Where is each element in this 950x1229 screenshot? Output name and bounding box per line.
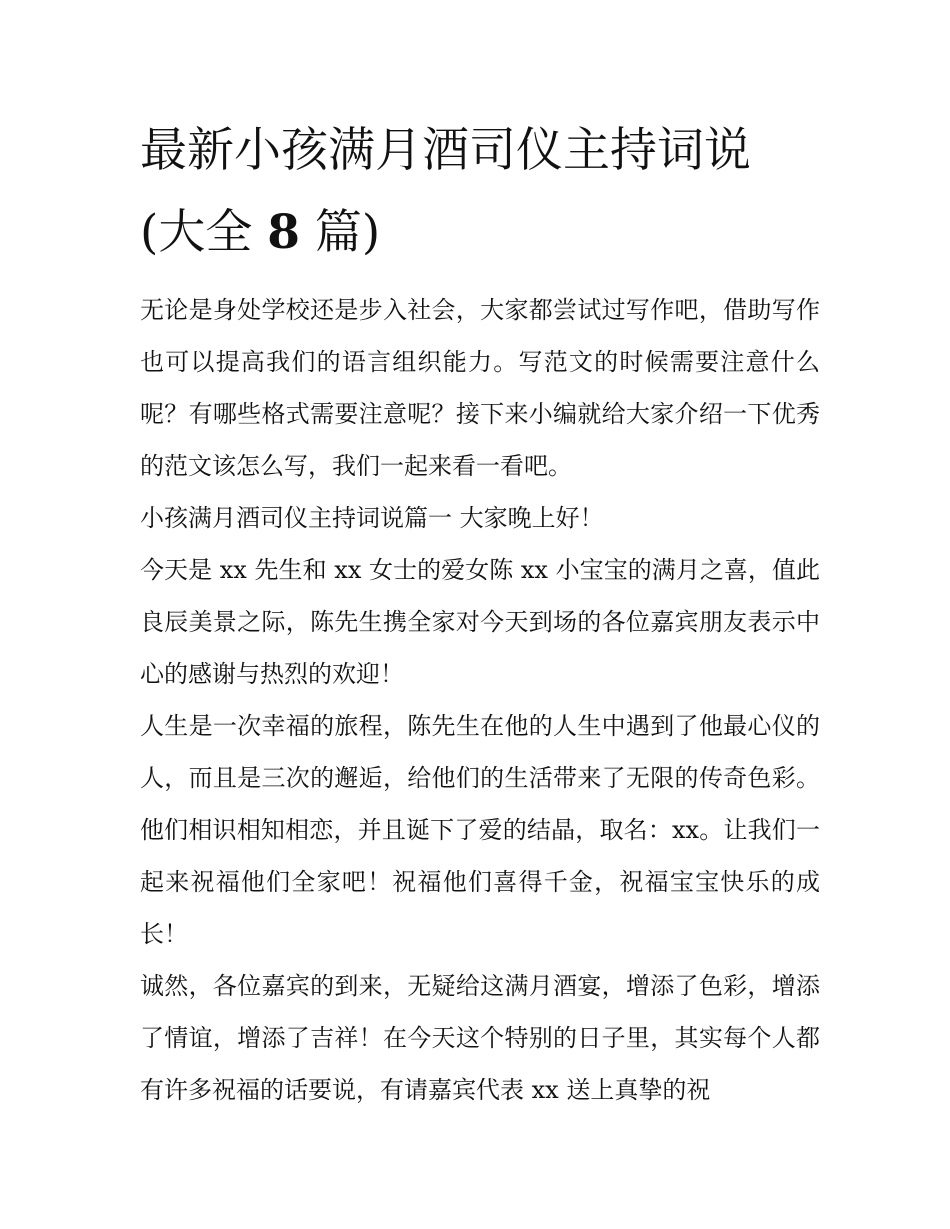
document-page [140, 110, 820, 1116]
document-title [140, 110, 820, 274]
intro-paragraph: 无论是身处学校还是步入社会，大家都尝试过写作吧，借助写作也可以提高我们的语言组织能力。写范文的时候需要注意什么呢？有哪些格式需要注意呢？接下来小编就给大家介绍一下优秀的范文该怎么写，我们一起来看一看吧。 [140, 296, 820, 480]
title-line-2-suffix: 篇) [299, 205, 381, 260]
body-paragraph: 人生是一次幸福的旅程，陈先生在他的人生中遇到了他最心仪的人，而且是三次的邂逅，给他们的生活带来了无限的传奇色彩。他们相识相知相恋，并且诞下了爱的结晶，取名：xx。让我们一起来祝福他们全家吧！祝福他们喜得千金，祝福宝宝快乐的成长！ [140, 712, 820, 948]
body-paragraph: 诚然，各位嘉宾的到来，无疑给这满月酒宴，增添了色彩，增添了情谊，增添了吉祥！在今天这个特别的日子里，其实每个人都有许多祝福的话要说，有请嘉宾代表 xx 送上真挚的祝 [140, 972, 820, 1104]
section-heading-paragraph: 小孩满月酒司仪主持词说篇一 大家晚上好！ [140, 504, 604, 532]
title-line-2-prefix: (大全 [140, 205, 268, 260]
title-line-1: 最新小孩满月酒司仪主持词说 [140, 123, 751, 178]
body-paragraph: 今天是 xx 先生和 xx 女士的爱女陈 xx 小宝宝的满月之喜，值此良辰美景之际，陈先生携全家对今天到场的各位嘉宾朋友表示中心的感谢与热烈的欢迎！ [140, 556, 820, 688]
title-number: 8 [267, 205, 300, 260]
